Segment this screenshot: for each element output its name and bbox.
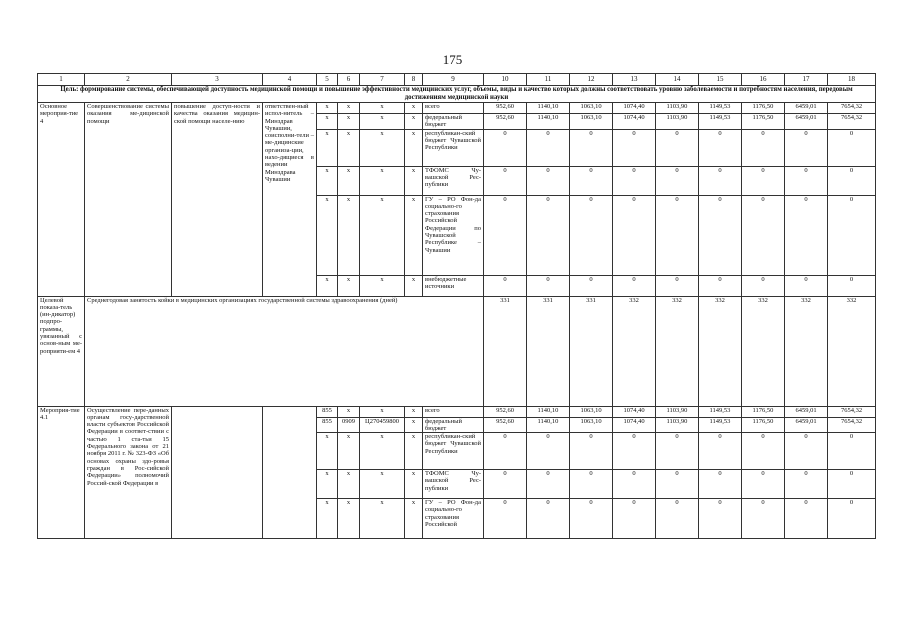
funding-value: 0 [484, 499, 527, 539]
funding-value: 0 [613, 470, 656, 499]
funding-value: 1149,53 [699, 417, 742, 433]
funding-value: 0 [699, 433, 742, 470]
budget-code: х [405, 417, 423, 433]
column-number: 9 [423, 74, 484, 86]
budget-code: х [405, 499, 423, 539]
budget-code: Ц270459800 [360, 417, 405, 433]
funding-value: 6459,01 [785, 406, 828, 417]
funding-value: 1103,90 [656, 114, 699, 130]
event-executor [263, 406, 317, 539]
column-number: 4 [263, 74, 317, 86]
funding-value: 1176,50 [742, 114, 785, 130]
funding-value: 0 [742, 433, 785, 470]
indicator-value: 331 [570, 296, 613, 406]
funding-value: 0 [699, 195, 742, 275]
funding-value: 0 [785, 433, 828, 470]
funding-value: 0 [742, 470, 785, 499]
budget-code: х [317, 470, 338, 499]
funding-value: 7654,32 [828, 417, 876, 433]
funding-value: 1074,40 [613, 417, 656, 433]
funding-value: 1063,10 [570, 114, 613, 130]
budget-code: 0909 [338, 417, 360, 433]
funding-value: 0 [656, 499, 699, 539]
funding-value: 0 [613, 275, 656, 296]
column-number: 13 [613, 74, 656, 86]
program-table [37, 73, 876, 539]
funding-value: 1063,10 [570, 103, 613, 114]
funding-value: 0 [742, 499, 785, 539]
budget-code: х [338, 275, 360, 296]
funding-value: 0 [742, 129, 785, 166]
funding-source: республикан-ский бюджет Чувашской Республики [423, 129, 484, 166]
funding-value: 0 [785, 195, 828, 275]
budget-code: х [338, 195, 360, 275]
funding-value: 0 [527, 470, 570, 499]
budget-code: х [317, 129, 338, 166]
column-number: 11 [527, 74, 570, 86]
indicator-label: Целевой показа-тель (ин-дикатор) подпро-граммы, увязанный с основ-ным ме-роприяти-ем 4 [38, 296, 85, 406]
funding-value: 0 [699, 166, 742, 195]
budget-code: х [360, 103, 405, 114]
funding-value: 0 [699, 499, 742, 539]
budget-code: х [360, 195, 405, 275]
goal-row [38, 86, 876, 103]
funding-value: 0 [570, 275, 613, 296]
funding-value: 1074,40 [613, 114, 656, 130]
indicator-value: 331 [527, 296, 570, 406]
budget-code: х [317, 103, 338, 114]
goal-text: Цель: формирование системы, обеспечивающей доступность медицинской помощи и повышение эффективности медицинских услуг, объемы, виды и качество которых должны соответствовать уровню заболеваемости и потребностям населения, передовым достижениям медицинской науки [38, 86, 876, 103]
event-goal: повышение доступ-ности и качества оказания медицин-ской помощи населе-нию [172, 103, 263, 297]
funding-value: 0 [613, 499, 656, 539]
budget-code: х [338, 166, 360, 195]
budget-code: х [338, 499, 360, 539]
funding-value: 952,60 [484, 114, 527, 130]
column-number: 12 [570, 74, 613, 86]
funding-value: 0 [613, 433, 656, 470]
funding-value: 0 [613, 195, 656, 275]
budget-code: х [405, 114, 423, 130]
funding-value: 952,60 [484, 417, 527, 433]
budget-code: х [405, 166, 423, 195]
event-title: Совершенствование системы оказания ме-дицинской помощи [85, 103, 172, 297]
funding-value: 0 [527, 433, 570, 470]
event-executor: ответствен-ный испол-нитель – Минздрав Чувашии, соисполни-тели – ме-дицинские организа-ции, нахо-дящиеся в ведении Минздрава Чувашии [263, 103, 317, 297]
funding-value: 0 [785, 499, 828, 539]
column-number-row [38, 74, 876, 86]
funding-value: 7654,32 [828, 103, 876, 114]
funding-value: 0 [656, 275, 699, 296]
budget-code: х [360, 433, 405, 470]
budget-code: х [405, 103, 423, 114]
funding-source: всего [423, 406, 484, 417]
column-number: 14 [656, 74, 699, 86]
funding-value: 952,60 [484, 103, 527, 114]
funding-value: 0 [785, 166, 828, 195]
funding-value: 0 [484, 129, 527, 166]
event-number: Основное мероприя-тие 4 [38, 103, 85, 297]
budget-code: х [360, 499, 405, 539]
budget-code: х [360, 166, 405, 195]
funding-value: 0 [527, 275, 570, 296]
funding-value: 1176,50 [742, 417, 785, 433]
funding-value: 0 [527, 166, 570, 195]
funding-value: 0 [828, 275, 876, 296]
budget-code: х [405, 195, 423, 275]
funding-value: 0 [699, 275, 742, 296]
funding-value: 1149,53 [699, 114, 742, 130]
funding-value: 0 [484, 166, 527, 195]
budget-code: х [360, 129, 405, 166]
funding-value: 1140,10 [527, 103, 570, 114]
budget-code: х [405, 406, 423, 417]
funding-value: 1140,10 [527, 114, 570, 130]
column-number: 16 [742, 74, 785, 86]
budget-code: х [338, 114, 360, 130]
budget-code: х [405, 433, 423, 470]
budget-code: х [317, 499, 338, 539]
funding-value: 1103,90 [656, 406, 699, 417]
funding-value: 0 [613, 129, 656, 166]
column-number: 18 [828, 74, 876, 86]
funding-value: 0 [656, 470, 699, 499]
funding-value: 1140,10 [527, 417, 570, 433]
page-number: 175 [442, 52, 463, 67]
column-number: 5 [317, 74, 338, 86]
funding-value: 0 [570, 195, 613, 275]
funding-value: 0 [828, 499, 876, 539]
funding-value: 0 [484, 433, 527, 470]
event-number: Мероприя-тие 4.1 [38, 406, 85, 539]
indicator-row [38, 296, 876, 406]
funding-value: 0 [656, 433, 699, 470]
funding-value: 1176,50 [742, 103, 785, 114]
indicator-value: 331 [484, 296, 527, 406]
funding-value: 0 [570, 499, 613, 539]
funding-value: 6459,01 [785, 103, 828, 114]
funding-value: 1063,10 [570, 417, 613, 433]
funding-value: 6459,01 [785, 417, 828, 433]
funding-value: 0 [570, 433, 613, 470]
budget-code: х [360, 470, 405, 499]
funding-value: 0 [828, 129, 876, 166]
budget-code: х [338, 129, 360, 166]
funding-value: 0 [570, 166, 613, 195]
funding-value: 1140,10 [527, 406, 570, 417]
funding-value: 0 [785, 470, 828, 499]
funding-value: 0 [742, 275, 785, 296]
funding-value: 0 [570, 129, 613, 166]
column-number: 17 [785, 74, 828, 86]
column-number: 8 [405, 74, 423, 86]
funding-value: 0 [656, 195, 699, 275]
funding-value: 0 [742, 195, 785, 275]
budget-code: 855 [317, 406, 338, 417]
indicator-value: 332 [699, 296, 742, 406]
funding-value: 0 [484, 275, 527, 296]
funding-value: 0 [828, 195, 876, 275]
funding-value: 0 [828, 166, 876, 195]
funding-value: 0 [484, 470, 527, 499]
column-number: 2 [85, 74, 172, 86]
budget-code: х [317, 195, 338, 275]
funding-source: ТФОМС Чу-вашской Рес-публики [423, 470, 484, 499]
funding-value: 0 [613, 166, 656, 195]
column-number: 15 [699, 74, 742, 86]
column-number: 1 [38, 74, 85, 86]
funding-value: 1074,40 [613, 103, 656, 114]
event-goal [172, 406, 263, 539]
funding-value: 0 [785, 129, 828, 166]
funding-value: 1103,90 [656, 417, 699, 433]
funding-value: 0 [527, 129, 570, 166]
budget-code: х [317, 275, 338, 296]
funding-value: 7654,32 [828, 114, 876, 130]
funding-source: ГУ – РО Фон-да социально-го страхования Российской [423, 499, 484, 539]
column-number: 6 [338, 74, 360, 86]
funding-row [38, 406, 876, 417]
funding-value: 952,60 [484, 406, 527, 417]
funding-value: 0 [828, 433, 876, 470]
funding-source: ГУ – РО Фон-да социально-го страхования Российской Федерации по Чувашской Республике – Чувашии [423, 195, 484, 275]
funding-row [38, 103, 876, 114]
funding-value: 0 [742, 166, 785, 195]
funding-source: республикан-ский бюджет Чувашской Республики [423, 433, 484, 470]
funding-value: 0 [656, 166, 699, 195]
budget-code: х [317, 114, 338, 130]
budget-code: х [360, 275, 405, 296]
funding-value: 0 [699, 129, 742, 166]
column-number: 10 [484, 74, 527, 86]
funding-value: 0 [699, 470, 742, 499]
budget-code: х [317, 166, 338, 195]
budget-code: х [405, 275, 423, 296]
funding-source: ТФОМС Чу-вашской Рес-публики [423, 166, 484, 195]
event-title: Осуществление пере-данных органам госу-дарственной власти субъектов Российской Федерации в соответ-ствии с частью 1 ста-тьи 15 Федерального закона от 21 ноября 2011 г. № 323-ФЗ «Об основах охраны здо-ровья граждан в Рос-сийской Федерации» полномочий Россий-ской Федерации в [85, 406, 172, 539]
funding-value: 1063,10 [570, 406, 613, 417]
budget-code: х [360, 406, 405, 417]
funding-value: 0 [527, 195, 570, 275]
column-number: 7 [360, 74, 405, 86]
budget-code: х [338, 433, 360, 470]
budget-code: х [338, 103, 360, 114]
funding-value: 1074,40 [613, 406, 656, 417]
funding-value: 1149,53 [699, 406, 742, 417]
funding-source: федеральный бюджет [423, 417, 484, 433]
funding-value: 1103,90 [656, 103, 699, 114]
budget-code: х [360, 114, 405, 130]
indicator-value: 332 [656, 296, 699, 406]
budget-code: х [405, 470, 423, 499]
indicator-text: Среднегодовая занятость койки в медицинских организациях государственной системы здравоохранения (дней) [85, 296, 484, 406]
funding-source: федеральный бюджет [423, 114, 484, 130]
funding-value: 0 [570, 470, 613, 499]
budget-code: х [405, 129, 423, 166]
indicator-value: 332 [828, 296, 876, 406]
funding-value: 1149,53 [699, 103, 742, 114]
funding-value: 6459,01 [785, 114, 828, 130]
indicator-value: 332 [613, 296, 656, 406]
indicator-value: 332 [785, 296, 828, 406]
funding-value: 1176,50 [742, 406, 785, 417]
budget-code: х [338, 406, 360, 417]
funding-value: 7654,32 [828, 406, 876, 417]
indicator-value: 332 [742, 296, 785, 406]
funding-source: внебюджетные источники [423, 275, 484, 296]
column-number: 3 [172, 74, 263, 86]
funding-value: 0 [828, 470, 876, 499]
funding-value: 0 [527, 499, 570, 539]
funding-value: 0 [656, 129, 699, 166]
budget-code: х [317, 433, 338, 470]
funding-value: 0 [785, 275, 828, 296]
funding-source: всего [423, 103, 484, 114]
budget-code: х [338, 470, 360, 499]
budget-code: 855 [317, 417, 338, 433]
funding-value: 0 [484, 195, 527, 275]
